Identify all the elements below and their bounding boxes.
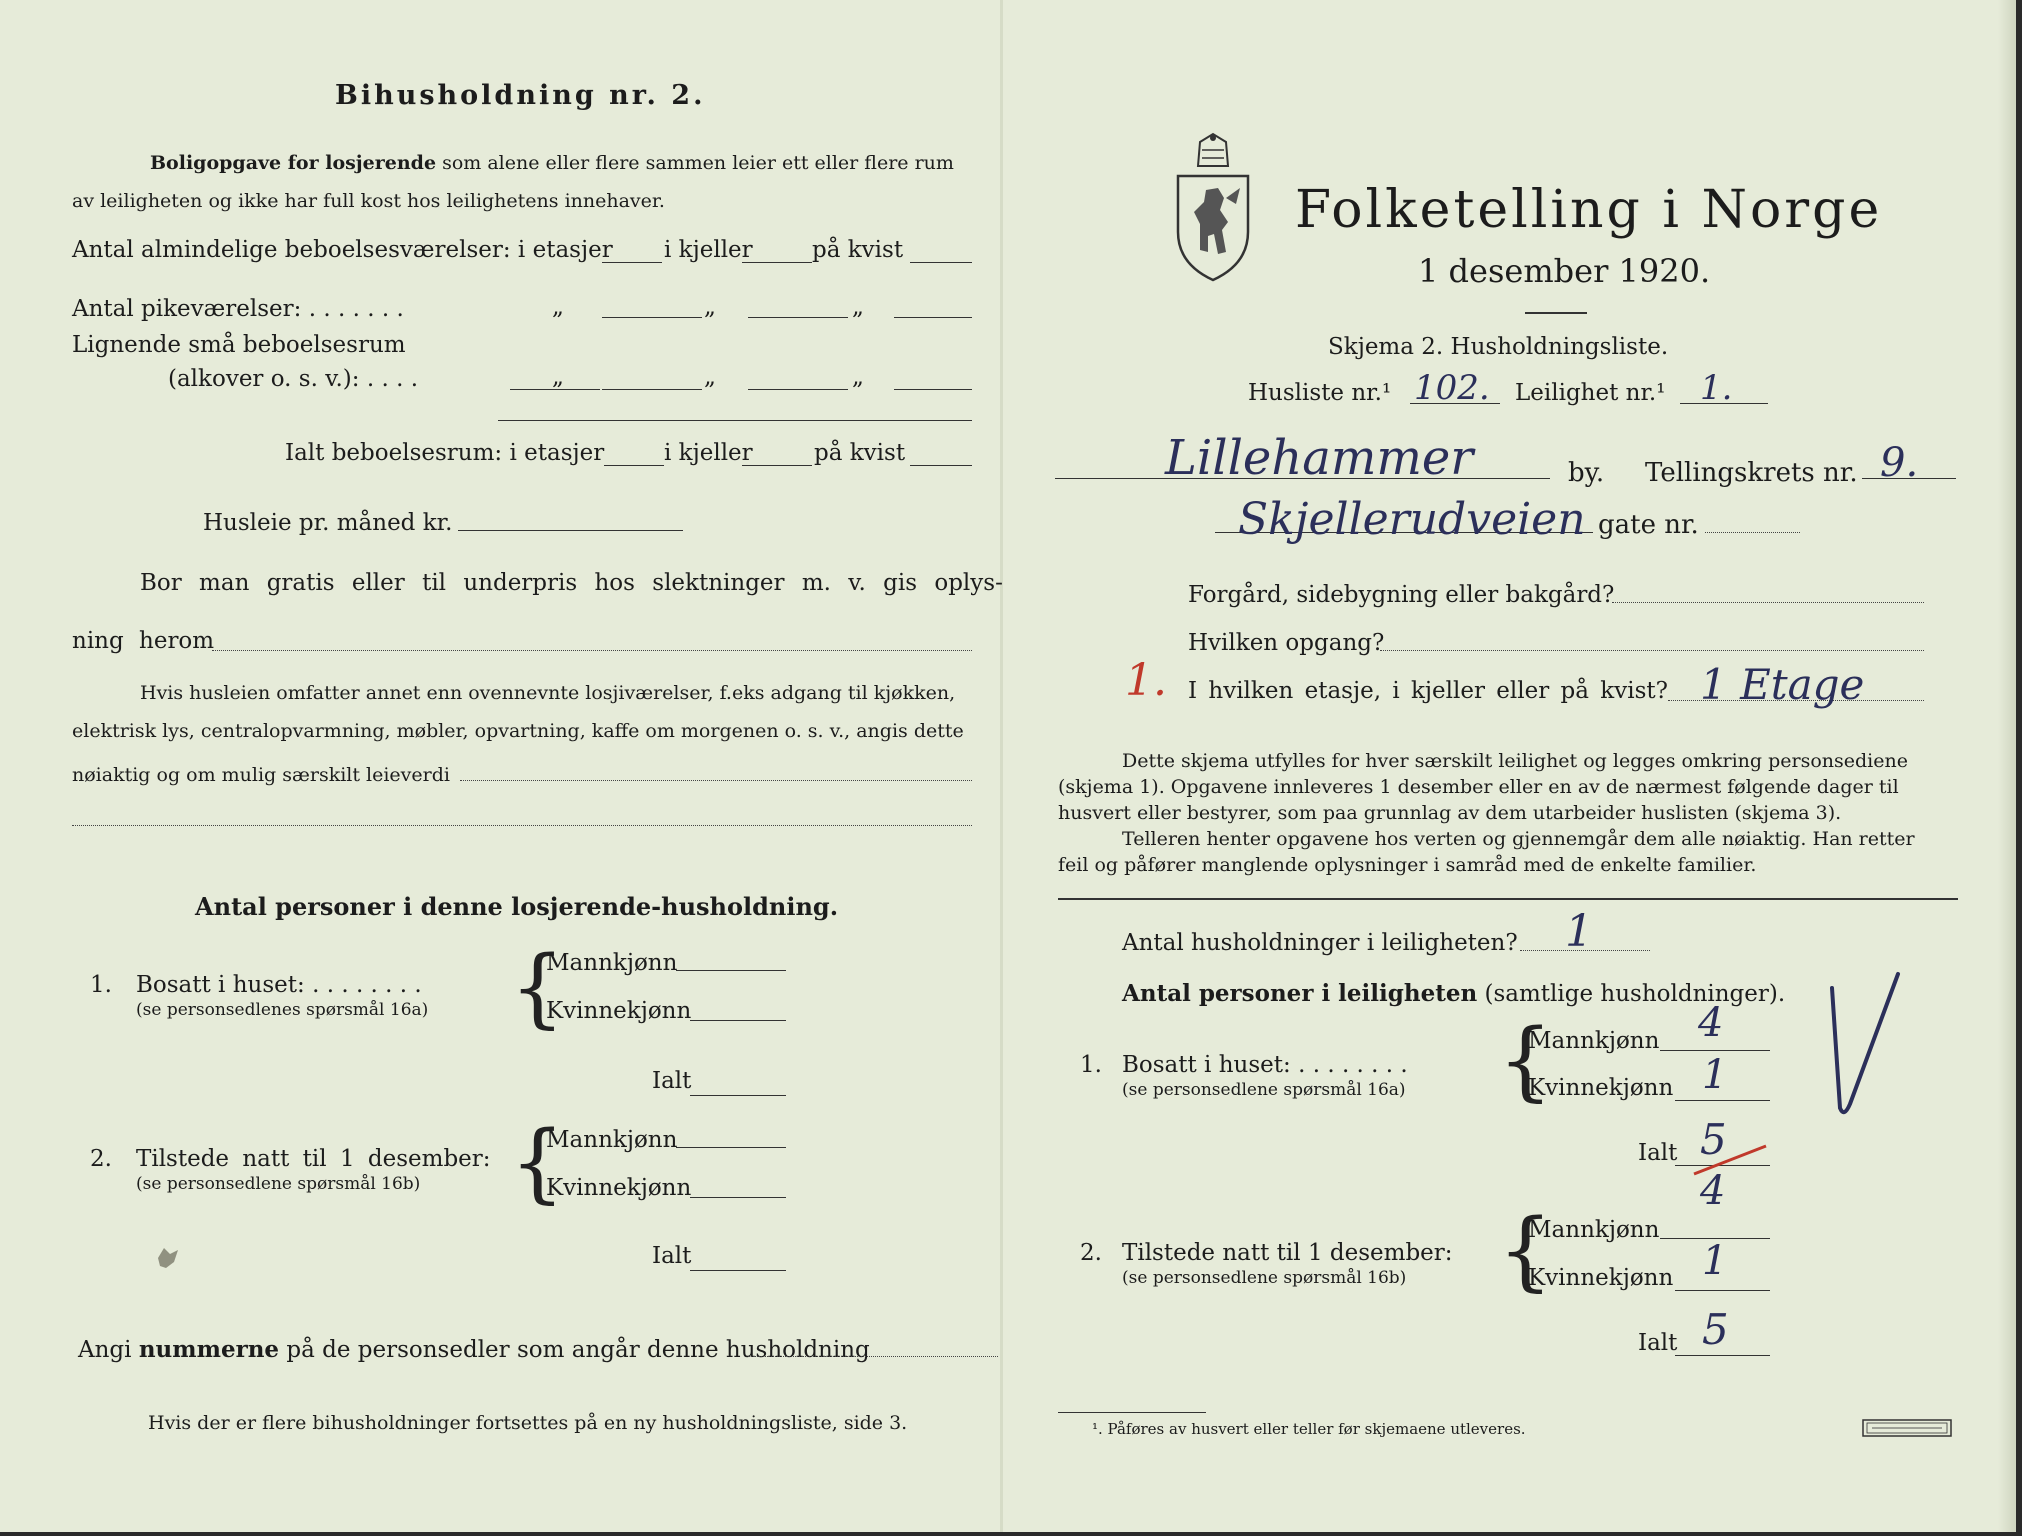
angi-bold: nummerne bbox=[138, 1336, 280, 1363]
right-q1-mann-value: 4 bbox=[1698, 1000, 1724, 1046]
left-persons-heading: Antal personer i denne losjerende-husholdning. bbox=[195, 892, 839, 921]
footnote: ¹. Påføres av husvert eller teller før skjemaene utleveres. bbox=[1092, 1420, 1526, 1438]
right-q1-ialt-value: 5 bbox=[1700, 1115, 1727, 1164]
left-q1-ialt: Ialt bbox=[652, 1068, 692, 1094]
form-date: 1 desember 1920. bbox=[1418, 252, 1711, 290]
left-q2-num: 2. bbox=[90, 1146, 112, 1172]
hvis-line-3: nøiaktig og om mulig særskilt leieverdi bbox=[72, 764, 450, 786]
pike-etasjer-field[interactable] bbox=[602, 317, 702, 318]
lignende-pre-field[interactable] bbox=[510, 389, 600, 390]
pike-ditto-2: „ bbox=[704, 294, 716, 320]
right-q1-kvinne-field[interactable] bbox=[1675, 1100, 1770, 1101]
gate-nr-field[interactable] bbox=[1705, 532, 1800, 533]
right-q1-label: Bosatt i huset: . . . . . . . . bbox=[1122, 1052, 1408, 1078]
lignende-ditto-2: „ bbox=[704, 364, 716, 390]
right-q2-ialt: Ialt bbox=[1638, 1330, 1678, 1356]
right-q2-ialt-value: 5 bbox=[1702, 1305, 1729, 1354]
right-q1-kvinne-value: 1 bbox=[1702, 1052, 1728, 1098]
opgang-label: Hvilken opgang? bbox=[1188, 630, 1385, 656]
rooms-etasjer-field[interactable] bbox=[602, 262, 662, 263]
krets-label: Tellingskrets nr. bbox=[1645, 458, 1858, 488]
pike-ditto-3: „ bbox=[852, 294, 864, 320]
left-q1-label: Bosatt i huset: . . . . . . . . bbox=[136, 972, 422, 998]
right-q2-label: Tilstede natt til 1 desember: bbox=[1122, 1240, 1453, 1266]
ialt-sum-rule bbox=[498, 420, 972, 421]
angi-line bbox=[78, 1336, 870, 1363]
left-q1-kvinne: Kvinnekjønn bbox=[546, 998, 692, 1024]
pike-label: Antal pikeværelser: . . . . . . . bbox=[72, 296, 404, 322]
right-q2-sub: (se personsedlene spørsmål 16b) bbox=[1122, 1268, 1407, 1288]
ialt-i-kjeller: i kjeller bbox=[664, 440, 753, 466]
page-edge bbox=[1998, 0, 2016, 1532]
forgard-field[interactable] bbox=[1612, 602, 1924, 603]
right-q2-kvinne: Kvinnekjønn bbox=[1528, 1265, 1674, 1291]
hush-label: Antal husholdninger i leiligheten? bbox=[1122, 930, 1518, 956]
etasje-value: 1 Etage bbox=[1700, 660, 1865, 709]
ink-blot-icon bbox=[150, 1240, 184, 1272]
left-q2-sub: (se personsedlene spørsmål 16b) bbox=[136, 1174, 421, 1194]
gratis-line-2: ning herom bbox=[72, 628, 215, 654]
lignende-etasjer-field[interactable] bbox=[602, 389, 702, 390]
left-q2-kvinne: Kvinnekjønn bbox=[546, 1175, 692, 1201]
ialt-kjeller-field[interactable] bbox=[742, 465, 812, 466]
gate-value: Skjellerudveien bbox=[1238, 494, 1586, 545]
by-label: by. bbox=[1568, 458, 1605, 488]
rooms-kvist-field[interactable] bbox=[910, 262, 972, 263]
krets-value: 9. bbox=[1880, 440, 1919, 486]
instr-line-3: husvert eller bestyrer, som paa grunnlag av dem utarbeider huslisten (skjema 3). bbox=[1058, 802, 1842, 824]
intro-line-1 bbox=[150, 152, 954, 174]
left-q2-brace: { bbox=[510, 1113, 565, 1213]
leieverdi-field-2[interactable] bbox=[72, 825, 972, 826]
left-footer: Hvis der er flere bihusholdninger fortsettes på en ny husholdningsliste, side 3. bbox=[148, 1412, 908, 1434]
page-fold bbox=[1000, 0, 1003, 1532]
angi-rest: på de personsedler som angår denne husholdning bbox=[286, 1337, 870, 1363]
left-q1-mann-field[interactable] bbox=[676, 970, 786, 971]
left-q1-ialt-field[interactable] bbox=[690, 1095, 786, 1096]
left-q2-ialt-field[interactable] bbox=[690, 1270, 786, 1271]
by-value: Lillehammer bbox=[1165, 430, 1474, 486]
lignende-label-2: (alkover o. s. v.): . . . . bbox=[168, 366, 419, 392]
right-q1-num: 1. bbox=[1080, 1052, 1102, 1078]
lignende-ditto: „ bbox=[552, 364, 564, 390]
pike-kvist-field[interactable] bbox=[894, 317, 972, 318]
right-q2-ialt-field[interactable] bbox=[1675, 1355, 1770, 1356]
leilighet-value: 1. bbox=[1700, 368, 1733, 408]
angi-pre: Angi bbox=[78, 1337, 132, 1363]
gratis-field[interactable] bbox=[212, 650, 972, 651]
skjema-label: Skjema 2. Husholdningsliste. bbox=[1328, 334, 1669, 360]
ialt-paa-kvist: på kvist bbox=[814, 440, 906, 466]
forgard-label: Forgård, sidebygning eller bakgård? bbox=[1188, 582, 1615, 608]
right-persons-rest: (samtlige husholdninger). bbox=[1484, 981, 1786, 1007]
intro-line-2: av leiligheten og ikke har full kost hos leilighetens innehaver. bbox=[72, 190, 665, 212]
husliste-value: 102. bbox=[1414, 368, 1490, 408]
pike-ditto: „ bbox=[552, 294, 564, 320]
left-q2-mann-field[interactable] bbox=[676, 1147, 786, 1148]
left-q1-mann: Mannkjønn bbox=[546, 950, 678, 976]
footnote-rule bbox=[1058, 1412, 1206, 1413]
hvis-line-2: elektrisk lys, centralopvarmning, møbler, opvartning, kaffe om morgenen o. s. v., angis dette bbox=[72, 720, 964, 742]
intro-rest: som alene eller flere sammen leier ett eller flere rum bbox=[442, 152, 954, 174]
title-rule bbox=[1525, 312, 1587, 314]
gratis-line-1: Bor man gratis eller til underpris hos slektninger m. v. gis oplys- bbox=[140, 570, 1003, 596]
etasje-label: I hvilken etasje, i kjeller eller på kvist? bbox=[1188, 678, 1668, 704]
right-q1-sub: (se personsedlene spørsmål 16a) bbox=[1122, 1080, 1406, 1100]
right-q1-kvinne: Kvinnekjønn bbox=[1528, 1075, 1674, 1101]
left-q1-kvinne-field[interactable] bbox=[690, 1020, 786, 1021]
left-q2-mann: Mannkjønn bbox=[546, 1127, 678, 1153]
hush-value: 1 bbox=[1565, 906, 1593, 957]
right-persons-bold: Antal personer i leiligheten bbox=[1122, 980, 1478, 1007]
instr-line-4: Telleren henter opgavene hos verten og gjennemgår dem alle nøiaktig. Han retter bbox=[1122, 828, 1915, 850]
husleie-field[interactable] bbox=[458, 530, 683, 531]
right-q2-brace: { bbox=[1498, 1201, 1553, 1301]
rooms-paa-kvist: på kvist bbox=[812, 237, 904, 263]
opgang-field[interactable] bbox=[1380, 650, 1924, 651]
right-q1-ialt: Ialt bbox=[1638, 1140, 1678, 1166]
norway-coat-of-arms-icon bbox=[1170, 132, 1256, 282]
right-q1-mann-field[interactable] bbox=[1660, 1050, 1770, 1051]
rooms-label: Antal almindelige beboelsesværelser: i etasjer bbox=[72, 237, 613, 263]
right-q1-mann: Mannkjønn bbox=[1528, 1028, 1660, 1054]
section-rule bbox=[1058, 898, 1958, 900]
instr-line-5: feil og påfører manglende oplysninger i samråd med de enkelte familier. bbox=[1058, 854, 1757, 876]
printer-stamp-icon bbox=[1862, 1418, 1952, 1438]
left-q2-label: Tilstede natt til 1 desember: bbox=[136, 1146, 491, 1172]
left-q2-ialt: Ialt bbox=[652, 1243, 692, 1269]
hvis-line-1: Hvis husleien omfatter annet enn ovennevnte losjiværelser, f.eks adgang til kjøkken, bbox=[140, 682, 956, 704]
right-q2-kvinne-field[interactable] bbox=[1675, 1290, 1770, 1291]
check-mark-icon bbox=[1818, 968, 1908, 1138]
husleie-label: Husleie pr. måned kr. bbox=[203, 510, 453, 536]
gate-label: gate nr. bbox=[1598, 510, 1699, 540]
right-q2-mann-value: 4 bbox=[1700, 1168, 1726, 1214]
rooms-i-kjeller: i kjeller bbox=[664, 237, 753, 263]
intro-bold: Boligopgave for losjerende bbox=[150, 152, 437, 174]
angi-field[interactable] bbox=[748, 1356, 998, 1357]
instr-line-1: Dette skjema utfylles for hver særskilt leilighet og legges omkring personsediene bbox=[1122, 750, 1908, 772]
bihusholdning-heading: Bihusholdning nr. 2. bbox=[335, 80, 706, 111]
lignende-ditto-3: „ bbox=[852, 364, 864, 390]
lignende-kjeller-field[interactable] bbox=[748, 389, 848, 390]
ialt-rooms-label: Ialt beboelsesrum: i etasjer bbox=[285, 440, 605, 466]
left-q1-num: 1. bbox=[90, 972, 112, 998]
left-q2-kvinne-field[interactable] bbox=[690, 1197, 786, 1198]
lignende-kvist-field[interactable] bbox=[894, 389, 972, 390]
right-q2-kvinne-value: 1 bbox=[1702, 1238, 1728, 1284]
ialt-etasjer-field[interactable] bbox=[604, 465, 664, 466]
pike-kjeller-field[interactable] bbox=[748, 317, 848, 318]
right-q2-num: 2. bbox=[1080, 1240, 1102, 1266]
margin-mark: 1. bbox=[1125, 655, 1167, 706]
lignende-label-1: Lignende små beboelsesrum bbox=[72, 332, 406, 358]
rooms-kjeller-field[interactable] bbox=[742, 262, 812, 263]
leieverdi-field[interactable] bbox=[460, 780, 972, 781]
leilighet-label: Leilighet nr.¹ bbox=[1515, 380, 1666, 406]
ialt-kvist-field[interactable] bbox=[910, 465, 972, 466]
left-q1-brace: { bbox=[510, 938, 565, 1038]
right-persons-heading bbox=[1122, 980, 1785, 1007]
right-q2-mann: Mannkjønn bbox=[1528, 1217, 1660, 1243]
instr-line-2: (skjema 1). Opgavene innleveres 1 desember eller en av de nærmest følgende dager til bbox=[1058, 776, 1899, 798]
left-q1-sub: (se personsedlenes spørsmål 16a) bbox=[136, 1000, 429, 1020]
right-q1-brace: { bbox=[1498, 1011, 1553, 1111]
husliste-label: Husliste nr.¹ bbox=[1248, 380, 1392, 406]
form-title: Folketelling i Norge bbox=[1295, 180, 1883, 240]
